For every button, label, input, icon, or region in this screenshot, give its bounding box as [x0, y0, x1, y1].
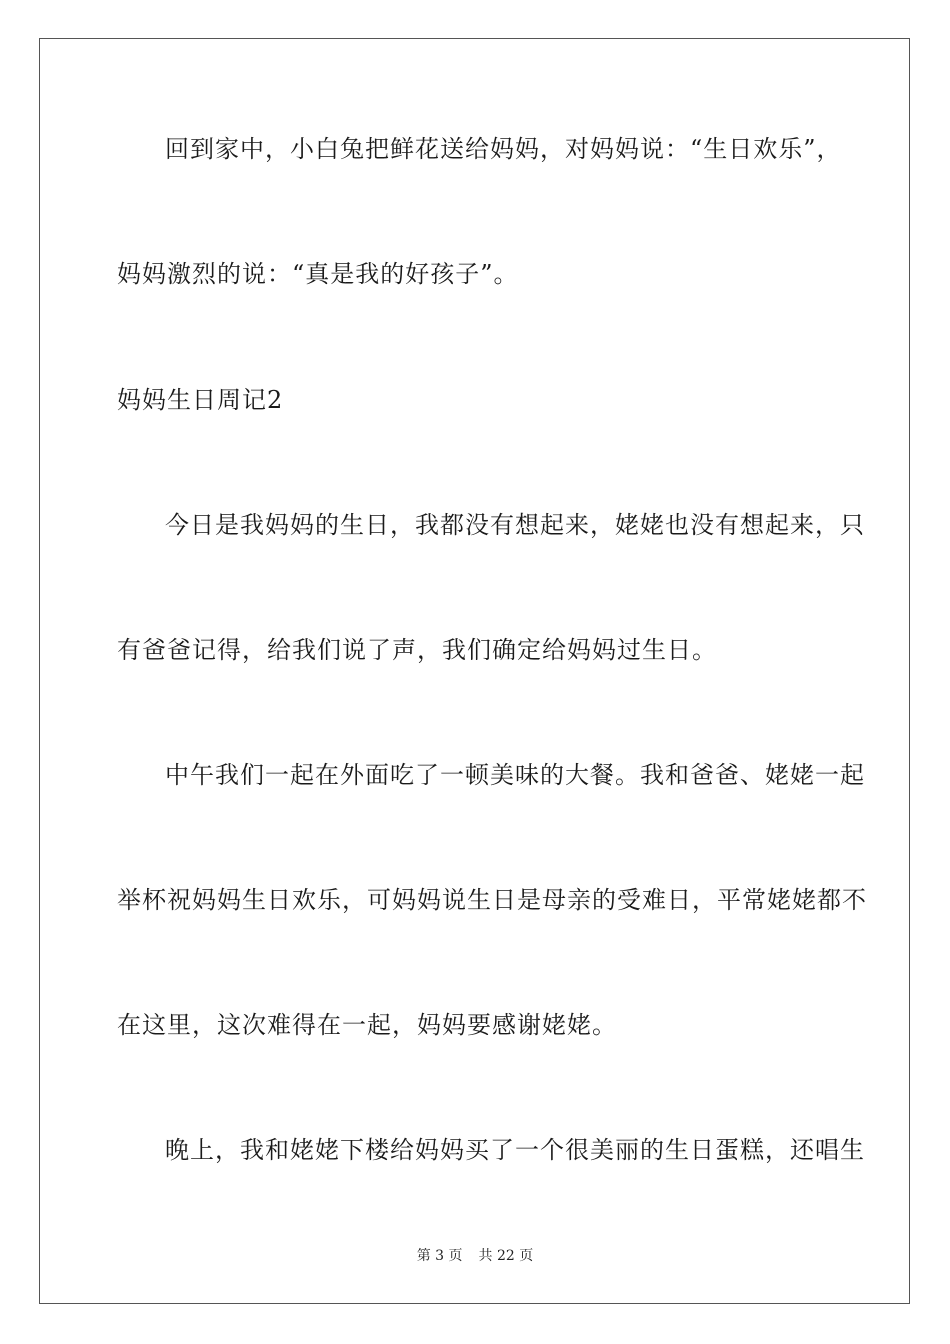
paragraph-line-2: 妈妈激烈的说：“真是我的好孩子”。	[117, 260, 519, 288]
page-total: 共 22 页	[478, 1248, 534, 1264]
section-heading: 妈妈生日周记2	[117, 386, 284, 414]
page-footer	[0, 1247, 950, 1265]
paragraph-line-5: 中午我们一起在外面吃了一顿美味的大餐。我和爸爸、姥姥一起	[165, 761, 865, 789]
paragraph-line-1: 回到家中，小白兔把鲜花送给妈妈，对妈妈说：“生日欢乐”，	[165, 135, 842, 163]
paragraph-line-7: 在这里，这次难得在一起，妈妈要感谢姥姥。	[117, 1011, 617, 1039]
paragraph-line-3: 今日是我妈妈的生日，我都没有想起来，姥姥也没有想起来，只	[165, 511, 865, 539]
paragraph-line-4: 有爸爸记得，给我们说了声，我们确定给妈妈过生日。	[117, 636, 717, 664]
paragraph-line-8: 晚上，我和姥姥下楼给妈妈买了一个很美丽的生日蛋糕，还唱生	[165, 1136, 865, 1164]
page-frame	[39, 38, 910, 1304]
paragraph-line-6: 举杯祝妈妈生日欢乐，可妈妈说生日是母亲的受难日，平常姥姥都不	[117, 886, 867, 914]
page-number: 第 3 页	[416, 1248, 463, 1264]
